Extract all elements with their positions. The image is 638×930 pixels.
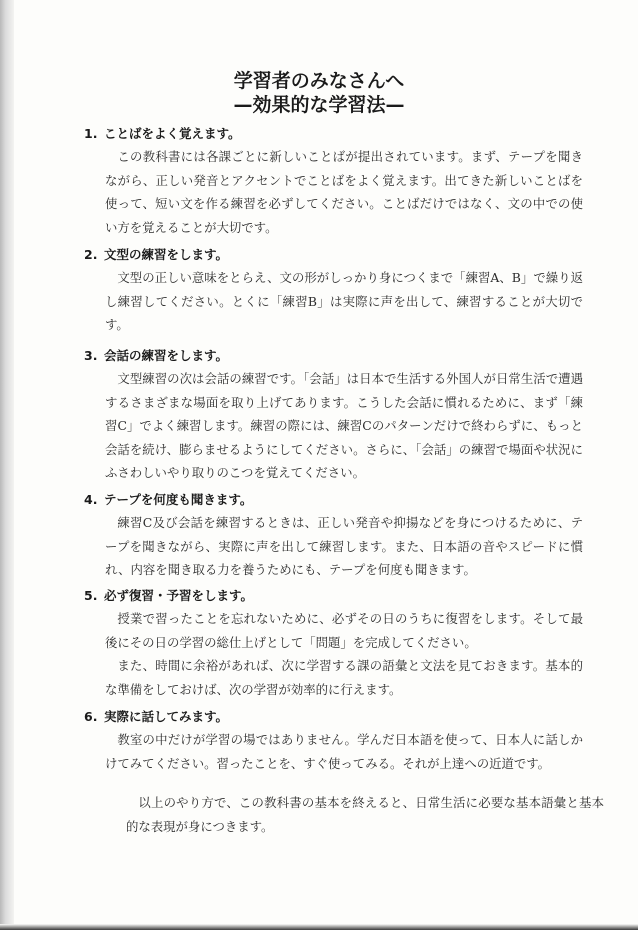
section-number: 2.	[84, 247, 98, 262]
paragraph: 練習C及び会話を練習するときは、正しい発音や抑揚などを身につけるために、テープを聞きながら、実際に声を出して練習します。また、日本語の音やスピードに慣れ、内容を聞き取る力を養うためにも、テープを何度も聞きます。	[105, 515, 583, 578]
page-title: 学習者のみなさんへ	[233, 70, 405, 92]
paragraph: 文型練習の次は会話の練習です。「会話」は日本で生活する外国人が日常生活で遭遇するさまざまな場面を取り上げてあります。こうした会話に慣れるために、まず「練習C」でよく練習します。練習の際には、練習Cのパターンだけで終わらずに、もっと会話を続け、膨らませるようにしてください。さらに、「会話」の練習で場面や状況にふさわしいやり取りのこつを覚えてください。	[105, 371, 583, 481]
section-heading	[84, 585, 584, 607]
section-4	[84, 489, 584, 582]
section-body	[105, 607, 583, 701]
section-body	[105, 367, 583, 485]
section-heading	[84, 706, 584, 728]
section-6	[84, 706, 584, 775]
section-number: 3.	[84, 348, 98, 363]
section-heading-text: ことばをよく覚えます。	[104, 126, 241, 141]
section-heading-text: テープを何度も聞きます。	[104, 492, 253, 507]
paragraph: 授業で習ったことを忘れないために、必ずその日のうちに復習をします。そして最後にその日の学習の総仕上げとして「問題」を完成してください。	[105, 611, 583, 650]
section-number: 4.	[84, 492, 98, 507]
section-body	[105, 728, 583, 775]
page-bottom-edge	[0, 924, 638, 930]
section-body	[105, 266, 583, 337]
section-heading	[84, 345, 584, 367]
section-heading-text: 文型の練習をします。	[104, 247, 229, 262]
section-heading	[84, 123, 584, 145]
section-heading-text: 必ず復習・予習をします。	[104, 588, 254, 603]
paragraph: 教室の中だけが学習の場ではありません。学んだ日本語を使って、日本人に話しかけてみてください。習ったことを、すぐ使ってみる。それが上達への近道です。	[105, 732, 583, 771]
page-subtitle: —効果的な学習法—	[233, 94, 405, 116]
section-5	[84, 585, 584, 701]
section-number: 1.	[84, 126, 98, 141]
binding-shadow	[0, 0, 14, 930]
section-heading	[84, 489, 584, 511]
section-heading-text: 会話の練習をします。	[104, 348, 229, 363]
section-body	[105, 511, 583, 582]
section-heading	[84, 244, 584, 266]
section-heading-text: 実際に話してみます。	[104, 709, 229, 724]
section-2	[84, 244, 584, 337]
closing-paragraph	[126, 791, 604, 838]
paragraph: この教科書には各課ごとに新しいことばが提出されています。まず、テープを聞きながら、正しい発音とアクセントでことばをよく覚えます。出てきた新しいことばを使って、短い文を作る練習を必ずしてください。ことばだけではなく、文の中での使い方を覚えることが大切です。	[105, 149, 583, 235]
paragraph: また、時間に余裕があれば、次に学習する課の語彙と文法を見ておきます。基本的な準備をしておけば、次の学習が効率的に行えます。	[105, 658, 583, 697]
section-number: 6.	[84, 709, 98, 724]
section-3	[84, 345, 584, 485]
paragraph: 以上のやり方で、この教科書の基本を終えると、日常生活に必要な基本語彙と基本的な表現が身につきます。	[126, 795, 604, 834]
section-1	[84, 123, 584, 239]
section-number: 5.	[84, 588, 98, 603]
paragraph: 文型の正しい意味をとらえ、文の形がしっかり身につくまで「練習A、B」で繰り返し練習してください。とくに「練習B」は実際に声を出して、練習することが大切です。	[105, 270, 583, 333]
section-body	[105, 145, 583, 239]
